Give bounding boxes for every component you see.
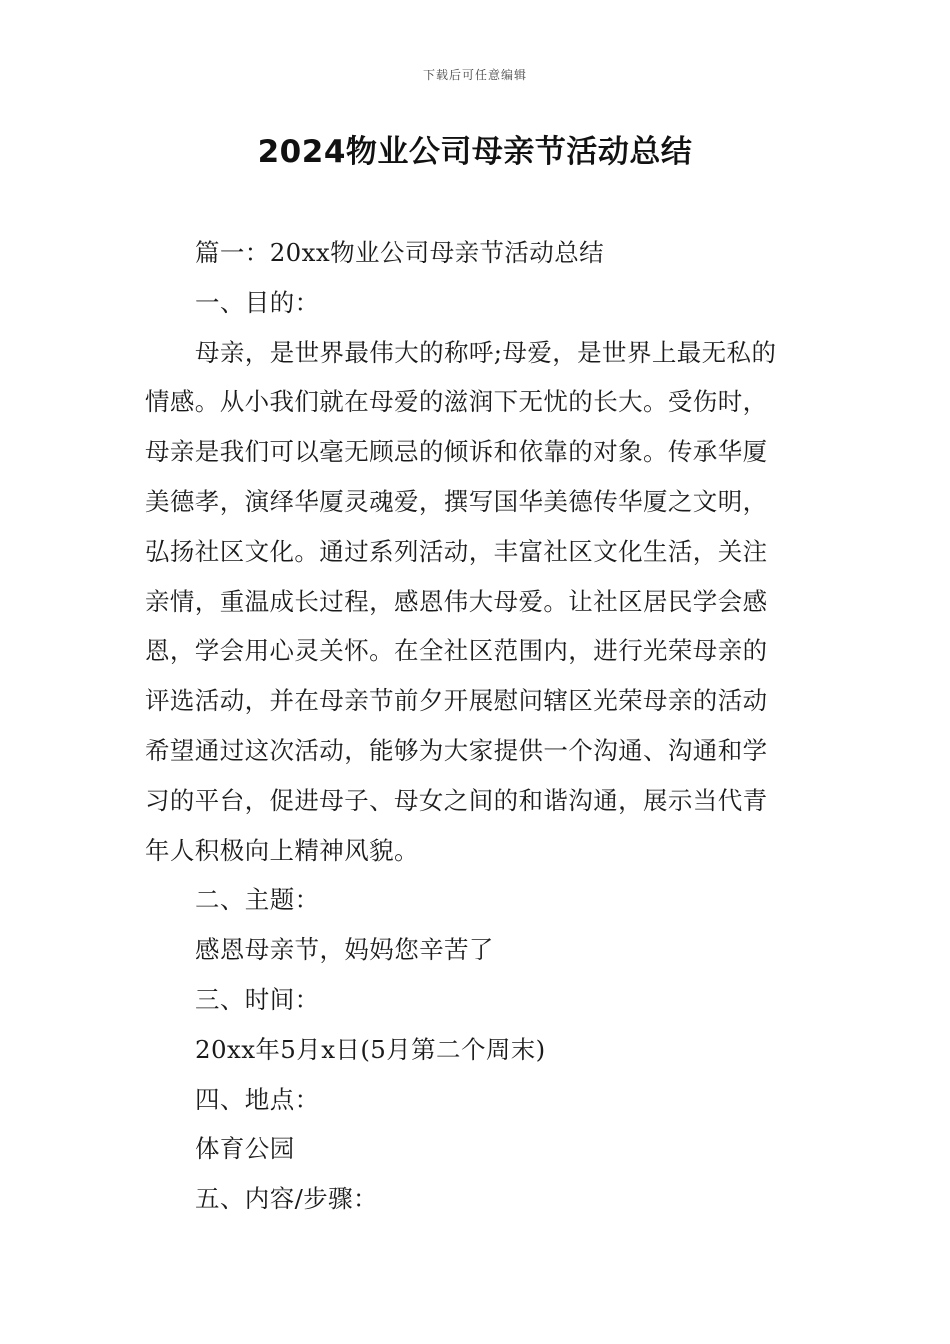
theme-text: 感恩母亲节，妈妈您辛苦了	[195, 935, 494, 965]
purpose-paragraph	[145, 328, 810, 876]
section-heading-time: 三、时间：	[195, 984, 320, 1014]
paragraph-line: 母亲，是世界最伟大的称呼;母爱，是世界上最无私的	[195, 337, 777, 367]
section-heading-content: 五、内容/步骤：	[195, 1184, 378, 1214]
paragraph-line: 美德孝，演绎华厦灵魂爱，撰写国华美德传华厦之文明，	[145, 486, 768, 516]
header-note: 下载后可任意编辑	[422, 68, 527, 82]
section-heading-place: 四、地点：	[195, 1084, 320, 1114]
document-title: 2024物业公司母亲节活动总结	[257, 134, 693, 170]
place-text: 体育公园	[195, 1134, 295, 1164]
paragraph-line: 母亲是我们可以毫无顾忌的倾诉和依靠的对象。传承华厦	[145, 437, 768, 467]
paragraph-line: 希望通过这次活动，能够为大家提供一个沟通、沟通和学	[145, 735, 768, 765]
paragraph-line: 亲情，重温成长过程，感恩伟大母爱。让社区居民学会感	[145, 586, 768, 616]
paragraph-line: 弘扬社区文化。通过系列活动，丰富社区文化生活，关注	[145, 536, 768, 566]
paragraph-line: 习的平台，促进母子、母女之间的和谐沟通，展示当代青	[145, 785, 768, 815]
paragraph-line: 恩，学会用心灵关怀。在全社区范围内，进行光荣母亲的	[145, 636, 768, 666]
chapter-heading: 篇一：20xx物业公司母亲节活动总结	[195, 238, 605, 267]
document-body	[145, 228, 810, 1224]
paragraph-line: 评选活动，并在母亲节前夕开展慰问辖区光荣母亲的活动	[145, 686, 768, 716]
section-heading-purpose: 一、目的：	[195, 287, 320, 317]
time-text: 20xx年5月x日(5月第二个周末)	[195, 1034, 546, 1064]
section-heading-theme: 二、主题：	[195, 885, 320, 915]
paragraph-line: 情感。从小我们就在母爱的滋润下无忧的长大。受伤时，	[145, 387, 768, 417]
paragraph-line: 年人积极向上精神风貌。	[145, 835, 419, 865]
